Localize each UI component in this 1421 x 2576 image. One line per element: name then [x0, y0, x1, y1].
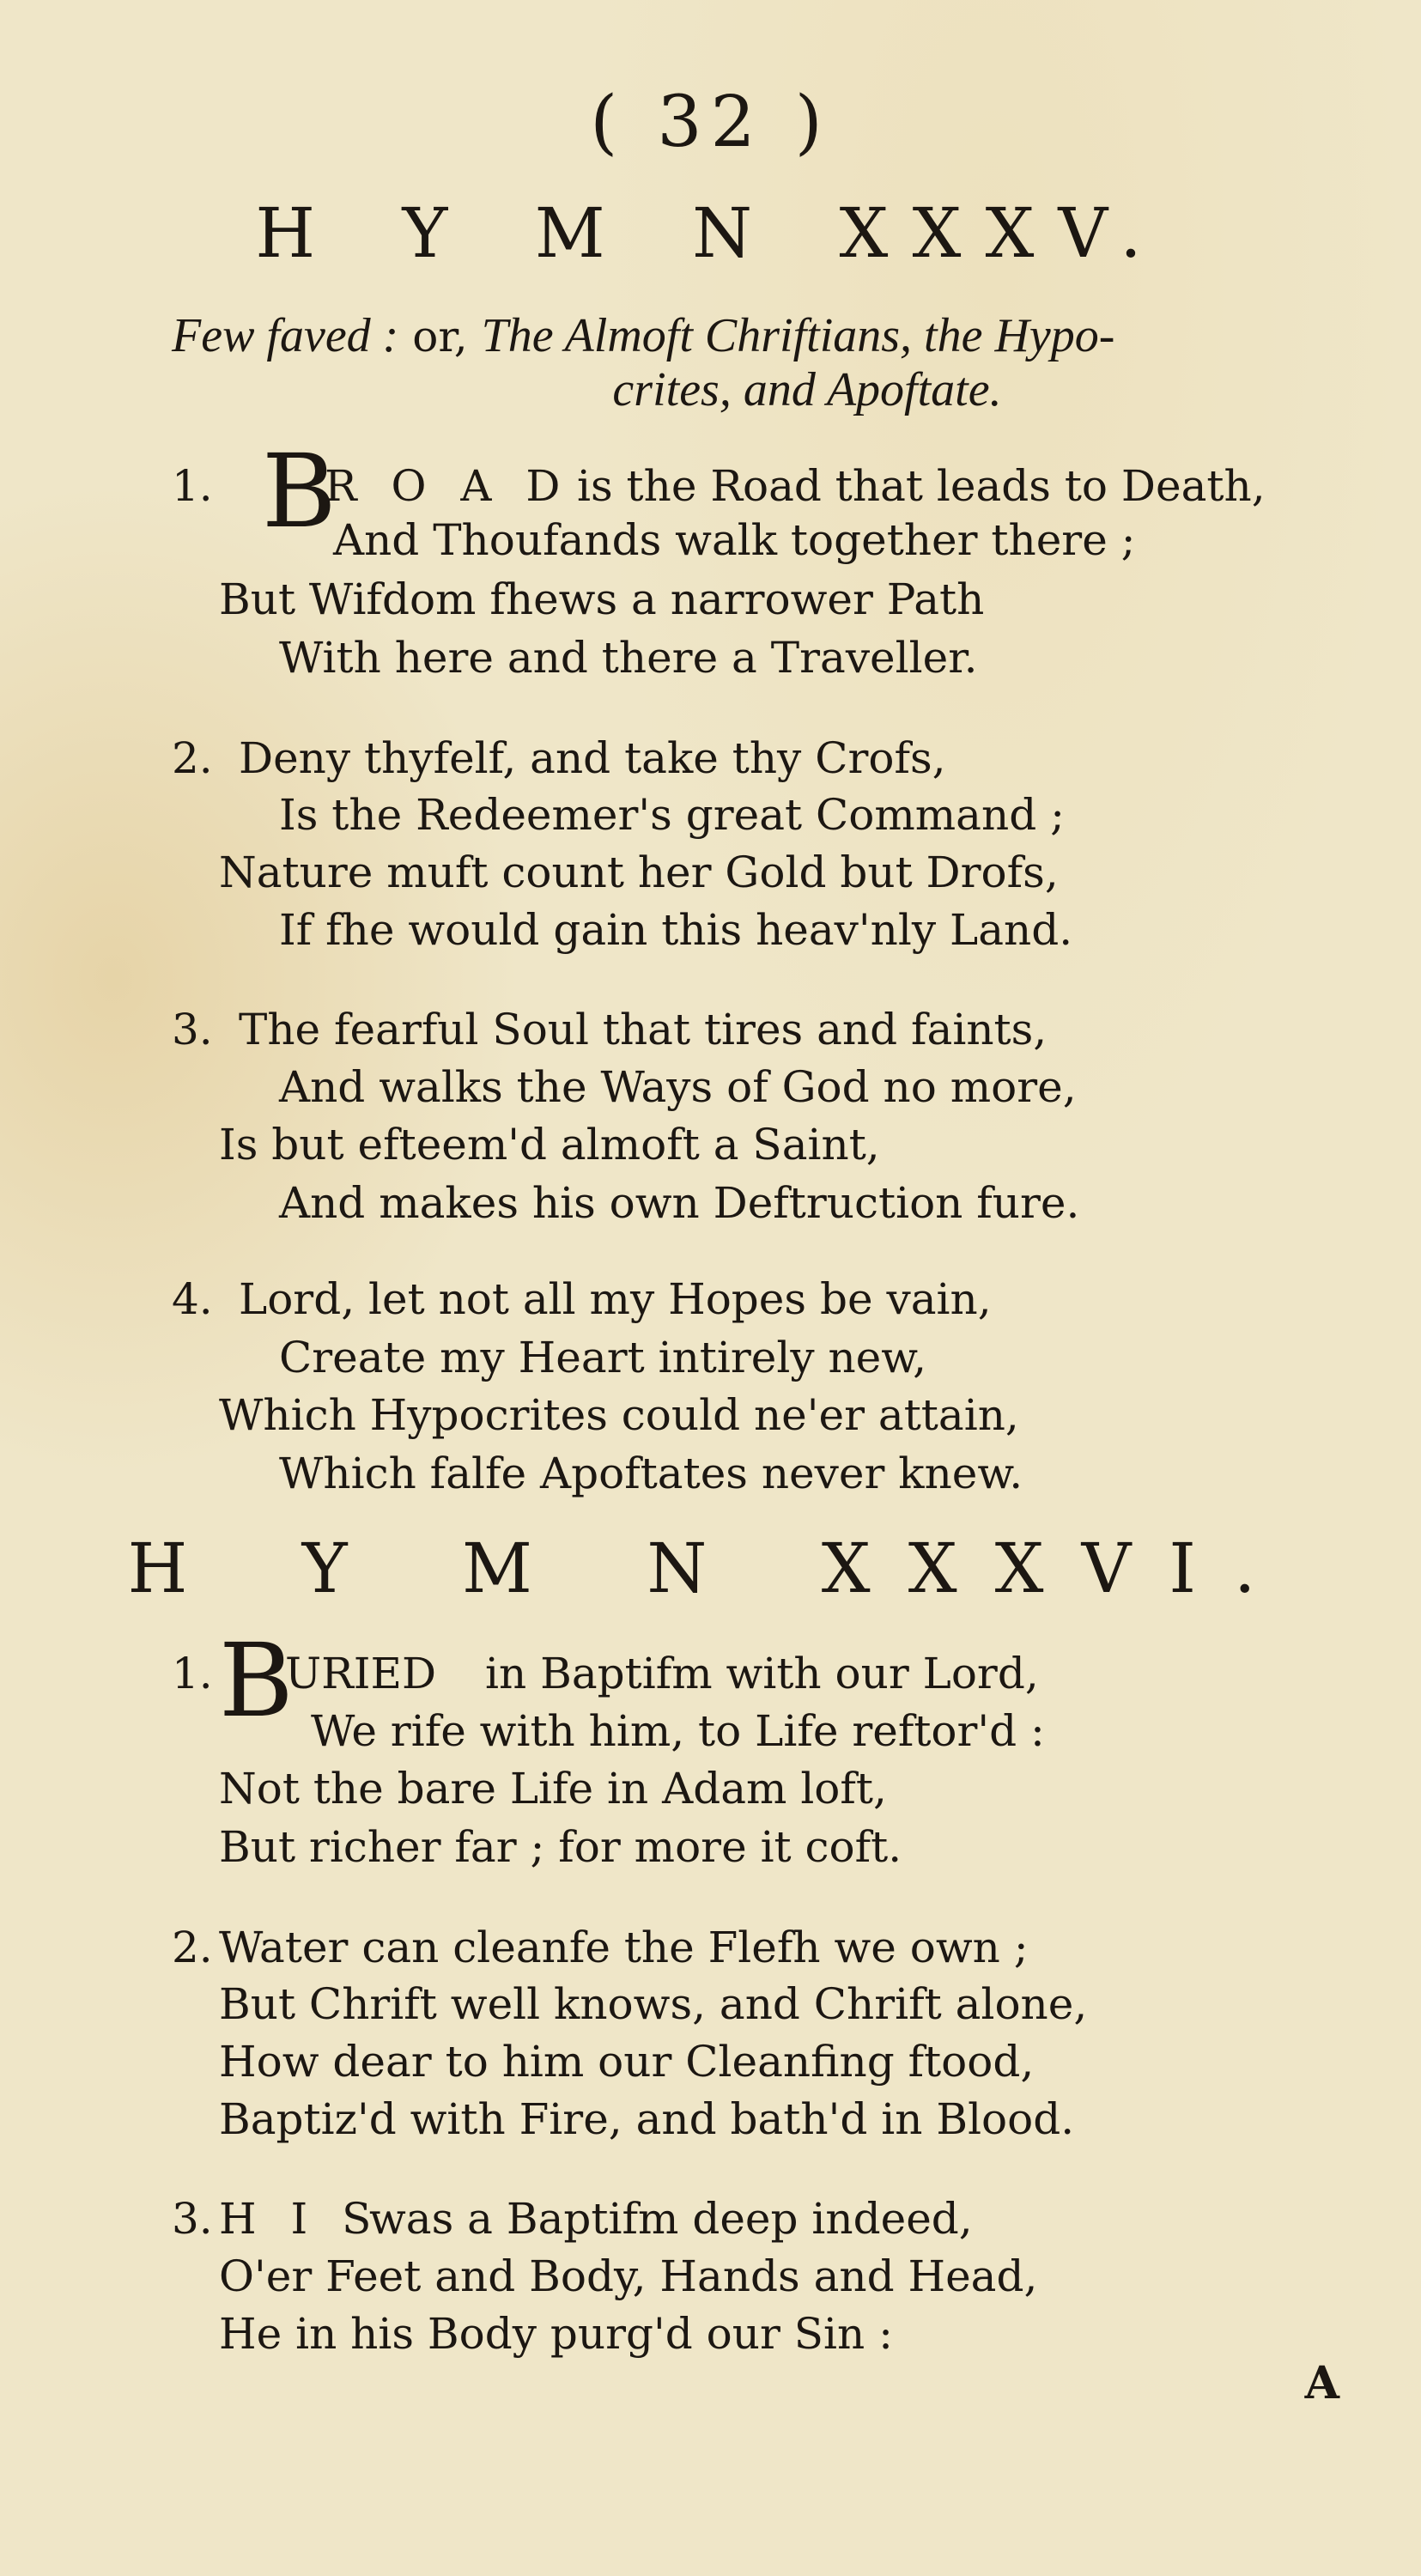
verse-line: Not the bare Life in Adam loft, [219, 1764, 887, 1814]
verse-first-word: H I S [219, 2194, 382, 2244]
hymn-36-title: H Y M N XXXVI. [127, 1528, 1294, 1608]
verse-line: Which falfe Apoftates never knew. [279, 1449, 1023, 1498]
catchword: A [1304, 2357, 1339, 2409]
verse-line: And walks the Ways of God no more, [279, 1062, 1077, 1112]
verse-number: 3. [172, 2194, 213, 2244]
hymn-35-title: H Y M N XXXV. [255, 193, 1166, 273]
page-number: ( 32 ) [590, 82, 831, 163]
verse-line: in Baptifm with our Lord, [485, 1649, 1039, 1698]
verse-line: Lord, let not all my Hopes be vain, [239, 1274, 992, 1324]
verse-line: Baptiz'd with Fire, and bath'd in Blood. [219, 2094, 1075, 2144]
verse-line: How dear to him our Cleanfing ftood, [219, 2037, 1035, 2087]
subtitle-few-saved: Few faved : [172, 309, 399, 362]
verse-line: And makes his own Deftruction fure. [279, 1178, 1080, 1228]
verse-line: But richer far ; for more it coft. [219, 1822, 902, 1872]
subtitle-line-2: crites, and Apoftate. [612, 363, 1002, 416]
verse-line: O'er Feet and Body, Hands and Head, [219, 2251, 1038, 2301]
verse-number: 3. [172, 1005, 213, 1054]
verse-line: Deny thyfelf, and take thy Crofs, [239, 733, 946, 783]
verse-line: Create my Heart intirely new, [279, 1333, 927, 1382]
verse-first-word: URIED [285, 1649, 437, 1698]
verse-line: And Thoufands walk together there ; [333, 515, 1136, 565]
verse-line: But Chrift well knows, and Chrift alone, [219, 1979, 1088, 2029]
verse-number: 1. [172, 1649, 213, 1698]
verse-line: We rife with him, to Life reftor'd : [311, 1706, 1045, 1756]
verse-number: 2. [172, 1923, 213, 1972]
verse-number: 4. [172, 1274, 213, 1324]
drop-cap: B [262, 432, 337, 550]
verse-first-word: R O A D [325, 461, 571, 511]
verse-line: Which Hypocrites could ne'er attain, [219, 1390, 1019, 1440]
verse-line: Is but efteem'd almoft a Saint, [219, 1120, 880, 1170]
verse-line: was a Baptifm deep indeed, [369, 2194, 973, 2244]
verse-line: The fearful Soul that tires and faints, [239, 1005, 1048, 1054]
verse-line: Nature muft count her Gold but Drofs, [219, 848, 1059, 897]
subtitle-almost-christians: The Almoft Chriftians, the Hypo- [481, 309, 1115, 362]
hymn-35-subtitle [172, 309, 1408, 416]
verse-number: 2. [172, 733, 213, 783]
verse-line: With here and there a Traveller. [279, 633, 978, 683]
verse-line: But Wifdom fhews a narrower Path [219, 574, 985, 624]
drop-cap: B [219, 1621, 294, 1740]
verse-line: is the Road that leads to Death, [577, 461, 1266, 511]
subtitle-or: or, [412, 312, 468, 361]
verse-line: Is the Redeemer's great Command ; [279, 790, 1065, 840]
verse-line: He in his Body purg'd our Sin : [219, 2309, 893, 2359]
verse-line: If fhe would gain this heav'nly Land. [279, 905, 1073, 955]
verse-number: 1. [172, 461, 213, 511]
verse-line: Water can cleanfe the Flefh we own ; [219, 1923, 1029, 1972]
